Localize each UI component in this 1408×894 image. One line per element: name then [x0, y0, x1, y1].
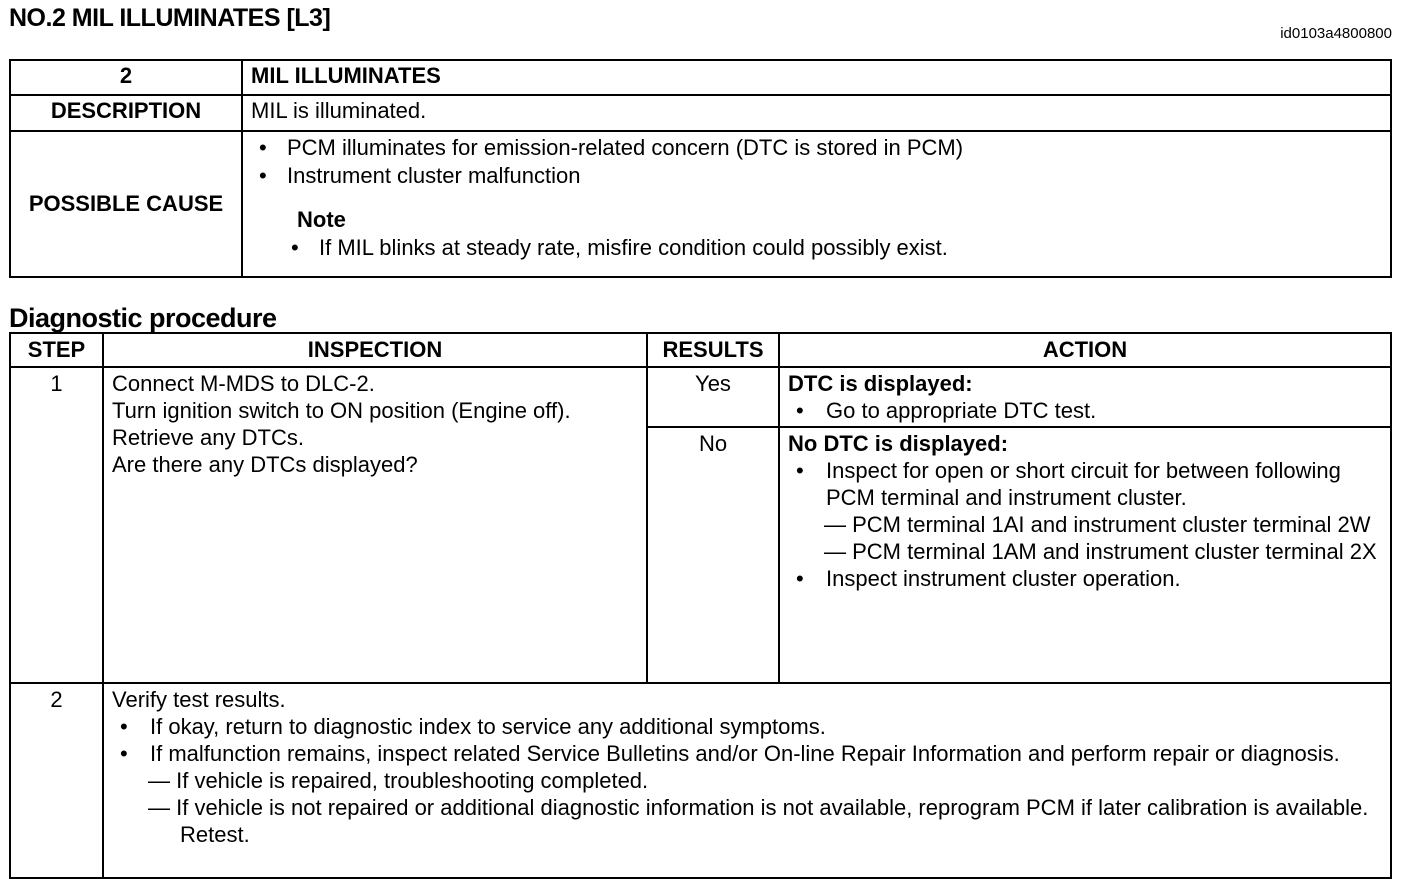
possible-cause-label: POSSIBLE CAUSE: [10, 131, 242, 277]
symptom-number: 2: [10, 60, 242, 95]
list-item: • Instrument cluster malfunction: [251, 162, 1382, 190]
list-item: • Inspect instrument cluster operation.: [788, 565, 1382, 592]
table-row: [10, 367, 1391, 427]
column-header: RESULTS: [647, 333, 779, 367]
inspection-line: Are there any DTCs displayed?: [112, 452, 418, 477]
sub-item: — If vehicle is not repaired or additional diagnostic information is not available, reprogram PCM if later calibration is available. Retest.: [148, 795, 1369, 847]
summary-table: [9, 59, 1392, 278]
column-header: STEP: [10, 333, 103, 367]
symptom-name: MIL ILLUMINATES: [242, 60, 1391, 95]
list-item-text: Inspect for open or short circuit for between following PCM terminal and instrument cluster.: [826, 458, 1341, 510]
note-label: Note: [297, 207, 346, 232]
list-item: • PCM illuminates for emission-related concern (DTC is stored in PCM): [251, 134, 1382, 162]
action-list: [788, 457, 1382, 511]
inspection-line: Retrieve any DTCs.: [112, 425, 304, 450]
result-yes: Yes: [647, 367, 779, 427]
document-id: id0103a4800800: [1280, 25, 1392, 42]
description-label: DESCRIPTION: [10, 95, 242, 131]
step-number: 1: [10, 367, 103, 683]
step2-cell: [103, 683, 1391, 878]
cause-list: [251, 134, 1382, 190]
page-title: NO.2 MIL ILLUMINATES [L3]: [9, 4, 331, 32]
list-item: • If MIL blinks at steady rate, misfire condition could possibly exist.: [251, 234, 1382, 262]
inspection-cell: [103, 367, 647, 683]
sub-item: — If vehicle is repaired, troubleshooting completed.: [148, 768, 649, 793]
list-item: • Go to appropriate DTC test.: [788, 397, 1382, 424]
column-header: ACTION: [779, 333, 1391, 367]
action-list: [788, 397, 1382, 424]
action-no-cell: [779, 427, 1391, 683]
possible-cause-cell: [242, 131, 1391, 277]
inspection-line: Turn ignition switch to ON position (Engine off).: [112, 398, 571, 423]
step2-list: [112, 713, 1382, 767]
list-item: • If malfunction remains, inspect related Service Bulletins and/or On-line Repair Information and perform repair or diagnosis.: [112, 740, 1382, 767]
action-title: No DTC is displayed:: [788, 431, 1009, 456]
list-item: • If okay, return to diagnostic index to service any additional symptoms.: [112, 713, 1382, 740]
procedure-table: [9, 332, 1392, 879]
section-title: Diagnostic procedure: [9, 303, 277, 333]
action-title: DTC is displayed:: [788, 371, 973, 396]
sub-item: — PCM terminal 1AM and instrument cluster terminal 2X: [824, 539, 1377, 564]
step-number: 2: [10, 683, 103, 878]
step2-intro: Verify test results.: [112, 687, 286, 712]
sub-item: — PCM terminal 1AI and instrument cluster terminal 2W: [824, 512, 1371, 537]
table-row: [10, 683, 1391, 878]
column-header: INSPECTION: [103, 333, 647, 367]
note-list: [251, 234, 1382, 262]
inspection-line: Connect M-MDS to DLC-2.: [112, 371, 375, 396]
action-yes-cell: [779, 367, 1391, 427]
result-no: No: [647, 427, 779, 683]
list-item: [788, 457, 1382, 511]
action-list: [788, 565, 1382, 592]
description-text: MIL is illuminated.: [242, 95, 1391, 131]
